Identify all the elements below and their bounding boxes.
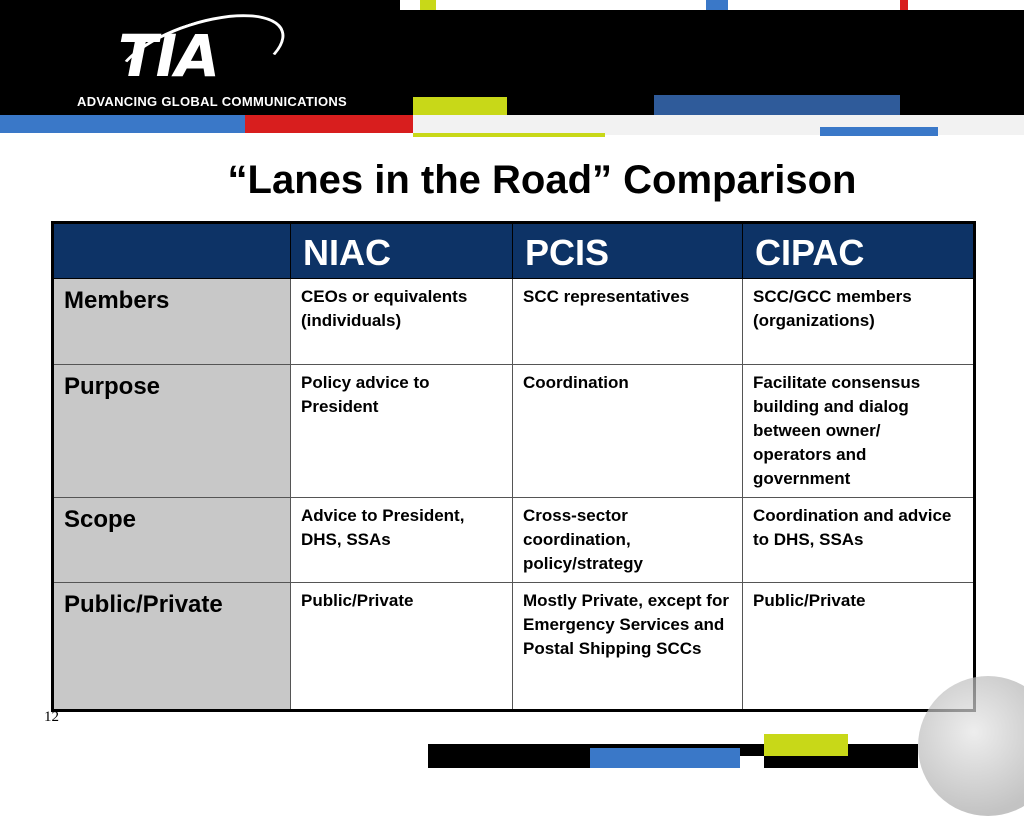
header-white-tick: [580, 0, 692, 10]
header-small-blue-bar: [820, 127, 938, 136]
header-red-tick: [900, 0, 908, 10]
header-navy-bar: [654, 95, 900, 115]
header-lime-line: [413, 133, 605, 137]
table-row: [53, 279, 975, 365]
column-header-cipac: CIPAC: [743, 223, 975, 279]
table-cell: SCC/GCC members (organizations): [743, 279, 975, 365]
header-blue-bar: [0, 115, 245, 133]
table-cell: Facilitate consensus building and dialog between owner/ operators and government: [743, 365, 975, 498]
table-cell: Mostly Private, except for Emergency Services and Postal Shipping SCCs: [513, 583, 743, 711]
table-row: [53, 583, 975, 711]
table-cell: Policy advice to President: [291, 365, 513, 498]
table-cell: SCC representatives: [513, 279, 743, 365]
header-blue-tick: [706, 0, 728, 10]
table-cell: CEOs or equivalents (individuals): [291, 279, 513, 365]
column-header-niac: NIAC: [291, 223, 513, 279]
column-header-pcis: PCIS: [513, 223, 743, 279]
footer-blue-bar: [590, 748, 740, 768]
slide-title: “Lanes in the Road” Comparison: [227, 158, 857, 202]
row-header-members: Members: [53, 279, 291, 365]
table-cell: Public/Private: [291, 583, 513, 711]
row-header-scope: Scope: [53, 498, 291, 583]
comparison-table: [51, 221, 976, 712]
footer-lime-bar: [764, 734, 848, 756]
page-number: 12: [44, 709, 59, 725]
header-lime-bar: [413, 97, 507, 115]
header-tagline: ADVANCING GLOBAL COMMUNICATIONS: [77, 94, 348, 109]
row-header-purpose: Purpose: [53, 365, 291, 498]
table-cell: Advice to President, DHS, SSAs: [291, 498, 513, 583]
table-cell: Coordination and advice to DHS, SSAs: [743, 498, 975, 583]
table-cell: Cross-sector coordination, policy/strategy: [513, 498, 743, 583]
slide-header: [0, 0, 1024, 140]
table-corner-cell: [53, 223, 291, 279]
footer-white-block: [740, 756, 764, 768]
table-cell: Coordination: [513, 365, 743, 498]
table-cell: Public/Private: [743, 583, 975, 711]
table-row: [53, 365, 975, 498]
header-lime-tick: [420, 0, 436, 10]
tia-logo: [68, 22, 328, 92]
table-row: [53, 498, 975, 583]
logo-text: TIA: [118, 22, 219, 90]
header-top-black-segment: [0, 0, 400, 10]
row-header-public-private: Public/Private: [53, 583, 291, 711]
header-red-bar: [245, 115, 413, 133]
table-header-row: [53, 223, 975, 279]
